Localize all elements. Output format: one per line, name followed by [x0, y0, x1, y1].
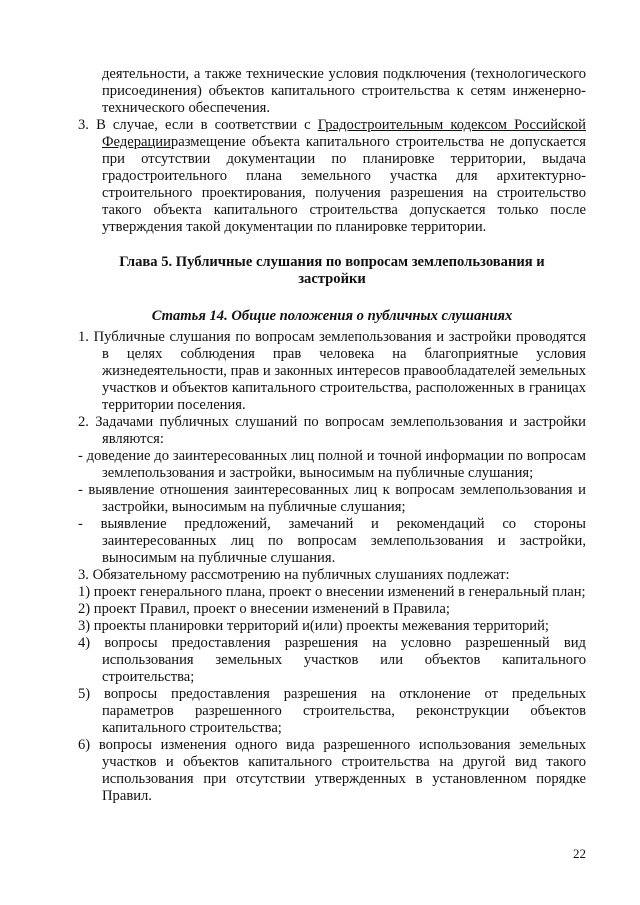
- paragraph-2: 2. Задачами публичных слушаний по вопросам землепользования и застройки являются:: [78, 414, 586, 447]
- item-3: [78, 117, 586, 236]
- subject-item: 4) вопросы предоставления разрешения на условно разрешенный вид использования земельных участков или объектов капитального строительства;: [78, 635, 586, 685]
- chapter-heading: Глава 5. Публичные слушания по вопросам землепользования и застройки: [119, 254, 545, 287]
- item-3-post: размещение объекта капитального строительства не допускается при отсутствии документации по планировке территории, выдача градостроительного плана земельного участка для архитектурно-строительного проектирования, получения разрешения на строительство такого объекта капитального строительства допускается только после утверждения такой документации по планировке территории.: [102, 134, 586, 235]
- subject-item: 2) проект Правил, проект о внесении изменений в Правила;: [78, 601, 450, 617]
- paragraph-1: 1. Публичные слушания по вопросам землепользования и застройки проводятся в целях соблюдения прав человека на благоприятные условия жизнедеятельности, прав и законных интересов правообладателей земельных участков и объектов капитального строительства, расположенных в границах территории поселения.: [78, 329, 586, 413]
- subject-item: 3) проекты планировки территорий и(или) проекты межевания территорий;: [78, 618, 549, 634]
- subject-item: 6) вопросы изменения одного вида разрешенного использования земельных участков и объектов капитального строительства на другой вид такого использования при отсутствии утвержденных в установленном порядке Правил.: [78, 737, 586, 804]
- item-3-pre: В случае, если в соответствии с: [96, 117, 318, 133]
- subject-item: 1) проект генерального плана, проект о внесении изменений в генеральный план;: [78, 584, 586, 600]
- task-item: - доведение до заинтересованных лиц полной и точной информации по вопросам землепользования и застройки, выносимым на публичные слушания;: [78, 448, 586, 481]
- subject-item: 5) вопросы предоставления разрешения на отклонение от предельных параметров разрешенного строительства, реконструкции объектов капитального строительства;: [78, 686, 586, 736]
- page-number: 22: [573, 846, 586, 861]
- continuation-paragraph: деятельности, а также технические условия подключения (технологического присоединения) объектов капитального строительства к сетям инженерно-технического обеспечения.: [102, 66, 586, 116]
- gradcode-link[interactable]: Градостроительным кодексом Российской Федерации: [102, 117, 586, 150]
- article-heading: Статья 14. Общие положения о публичных слушаниях: [151, 308, 513, 324]
- paragraph-3: 3. Обязательному рассмотрению на публичных слушаниях подлежат:: [78, 567, 510, 583]
- task-item: - выявление предложений, замечаний и рекомендаций со стороны заинтересованных лиц по вопросам землепользования и застройки, выносимым на публичные слушания.: [78, 516, 586, 566]
- task-item: - выявление отношения заинтересованных лиц к вопросам землепользования и застройки, выносимым на публичные слушания;: [78, 482, 586, 515]
- page-body: [78, 66, 586, 805]
- item-3-number: 3.: [78, 117, 89, 133]
